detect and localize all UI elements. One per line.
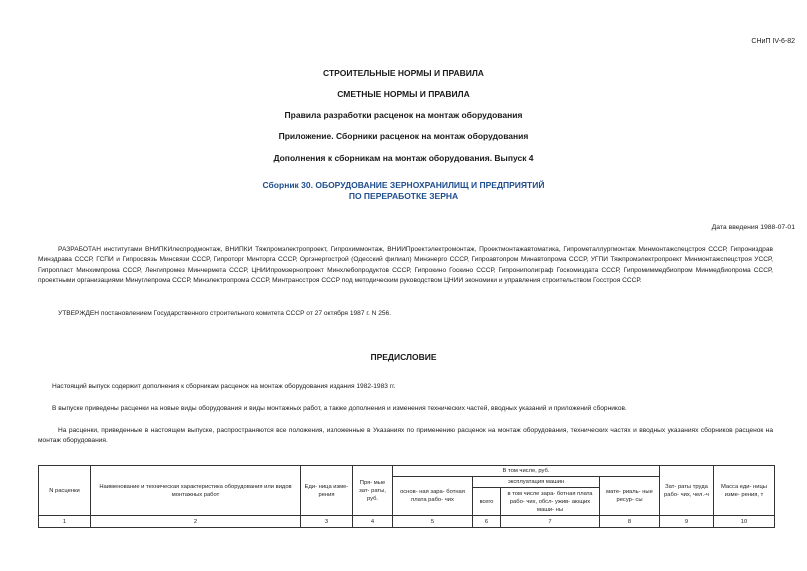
column-number: 3 bbox=[301, 516, 353, 528]
preface-paragraph-1: Настоящий выпуск содержит дополнения к сборникам расценок на монтаж оборудования издания 1982-1983 гг. bbox=[52, 383, 396, 390]
rates-table-header bbox=[38, 465, 775, 528]
doc-heading-1: СТРОИТЕЛЬНЫЕ НОРМЫ И ПРАВИЛА bbox=[323, 68, 484, 78]
document-code: СНиП IV-6-82 bbox=[751, 38, 795, 45]
approved-paragraph: УТВЕРЖДЕН постановлением Государственного строительного комитета СССР от 27 октября 1987 г. N 256. bbox=[58, 310, 392, 317]
col-header-base-wage: основ- ная зара- ботная плата рабо- чих bbox=[393, 477, 473, 516]
column-number: 9 bbox=[660, 516, 714, 528]
preface-paragraph-2: В выпуске приведены расценки на новые виды оборудования и виды монтажных работ, а также дополнения и изменения технических частей, вводных указаний и приложений сборников. bbox=[52, 405, 627, 412]
col-header-rate-number: N расценки bbox=[39, 466, 91, 516]
column-number: 5 bbox=[393, 516, 473, 528]
doc-heading-5: Дополнения к сборникам на монтаж оборудования. Выпуск 4 bbox=[273, 153, 534, 163]
column-number: 6 bbox=[473, 516, 501, 528]
col-header-machine-operation: эксплуатация машин bbox=[473, 477, 600, 488]
col-header-machine-wage: в том числе зара- ботная плата рабо- чих, обсл- ужив- ающих маши- ны bbox=[501, 488, 600, 516]
preface-title: ПРЕДИСЛОВИЕ bbox=[370, 352, 437, 362]
column-number: 1 bbox=[39, 516, 91, 528]
col-header-labor-costs: Зат- раты труда рабо- чих, чел.-ч bbox=[660, 466, 714, 516]
col-header-total: всего bbox=[473, 488, 501, 516]
collection-title-line-2: ПО ПЕРЕРАБОТКЕ ЗЕРНА bbox=[348, 191, 459, 201]
doc-heading-3: Правила разработки расценок на монтаж оборудования bbox=[284, 110, 523, 120]
column-number: 8 bbox=[600, 516, 660, 528]
col-header-materials: мате- риаль- ные ресур- сы bbox=[600, 477, 660, 516]
column-number: 2 bbox=[91, 516, 301, 528]
preface-paragraph-3: На расценки, приведенные в настоящем выпуске, распространяются все положения, изложенные в Указаниях по применению расценок на монтаж оборудования, технических частях и вводных указаниях сборников расценок на монтаж оборудования. bbox=[38, 427, 773, 445]
column-number: 4 bbox=[353, 516, 393, 528]
doc-heading-4: Приложение. Сборники расценок на монтаж оборудования bbox=[278, 131, 529, 141]
column-number-row bbox=[39, 516, 775, 528]
col-header-direct-costs: Пря- мые зат- раты, руб. bbox=[353, 466, 393, 516]
col-header-name: Наименование и техническая характеристика оборудования или видов монтажных работ bbox=[91, 466, 301, 516]
col-header-unit: Еди- ница изме- рения bbox=[301, 466, 353, 516]
developed-by-paragraph: РАЗРАБОТАН институтами ВНИПКИлеспродмонтаж, ВНИПКИ Тяжпромэлектропроект, Гипрохиммонтаж, ВНИИПроектэлектромонтаж, Проектмонтажавтоматика, Гипрометаллургмонтаж Минмонтажспецстроя СССР, Гипрониздрав Минздрава СССР, ГСПИ и Гипросвязь Минсвязи СССР, Гипроторг Минторга СССР, Оргэнергострой (Одесский филиал) Минэнерго СССР, Гипроавтопром Минавтопрома СССР, УГПИ Тяжпромэлектропроект Минмонтажспецстроя УССР, Гипропласт Минхимпрома СССР, Ленгипромез Минчермета СССР, ЦНИИпромзернопроект Минхлебопродуктов СССР, Гипрокино Госкино СССР, Гипрониполиграф Госкомиздата СССР, Гипромиммедбиопром Минмедбиопрома СССР, проектными организациями Минуглепрома СССР, Минэлектропрома СССР, Минтрансстроя СССР под методическим руководством ЦНИИ экономики и управления строительством Госстроя СССР. bbox=[38, 246, 773, 285]
collection-title-line-1: Сборник 30. ОБОРУДОВАНИЕ ЗЕРНОХРАНИЛИЩ И ПРЕДПРИЯТИЙ bbox=[262, 180, 545, 190]
column-number: 7 bbox=[501, 516, 600, 528]
col-header-including: В том числе, руб. bbox=[393, 466, 660, 477]
column-number: 10 bbox=[714, 516, 775, 528]
doc-heading-2: СМЕТНЫЕ НОРМЫ И ПРАВИЛА bbox=[337, 89, 470, 99]
col-header-unit-mass: Масса еди- ницы изме- рения, т bbox=[714, 466, 775, 516]
introduction-date: Дата введения 1988-07-01 bbox=[711, 224, 795, 231]
